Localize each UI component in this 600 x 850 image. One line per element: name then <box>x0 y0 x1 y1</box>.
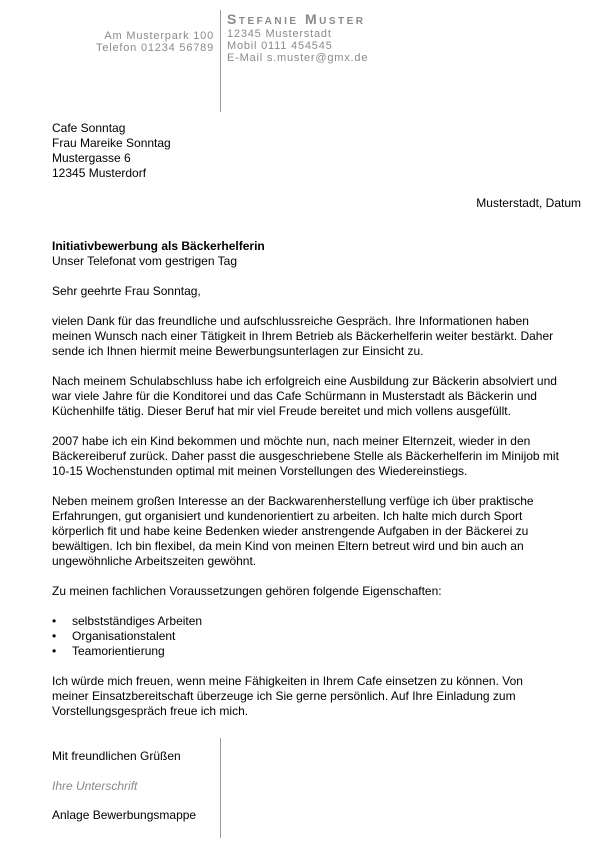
recipient-address <box>52 121 171 181</box>
salutation: Sehr geehrte Frau Sonntag, <box>52 284 201 298</box>
paragraph: Nach meinem Schulabschluss habe ich erfolgreich eine Ausbildung zur Bäckerin absolviert und war viele Jahre für die Konditorei und das Cafe Schürmann in Musterstadt als Bäckerin und Küchenhilfe tätig. Dieser Beruf hat mir viel Freude bereitet und mich vollens ausgefüllt. <box>52 374 557 418</box>
recipient-line: Frau Mareike Sonntag <box>52 136 171 150</box>
sender-name: Stefanie Muster <box>227 11 366 27</box>
attachment-note: Anlage Bewerbungsmappe <box>52 808 197 822</box>
letter-date: Musterstadt, Datum <box>476 196 581 210</box>
paragraph: 2007 habe ich ein Kind bekommen und möchte nun, nach meiner Elternzeit, wieder in den Bäckereiberuf zurück. Daher passt die ausgeschriebene Stelle als Bäckerhelferin im Minijob mit 10-15 Wochenstunden optimal mit meinen Vorstellungen des Wiedereinstiegs. <box>52 434 559 478</box>
footer-divider <box>220 738 221 838</box>
list-item: • Organisationstalent <box>52 629 562 644</box>
sender-street: Am Musterpark 100 <box>104 30 214 42</box>
recipient-line: Cafe Sonntag <box>52 121 126 135</box>
paragraph: vielen Dank für das freundliche und aufschlussreiche Gespräch. Ihre Informationen haben meinen Wunsch nach einer Tätigkeit in Ihrem Betrieb als Bäckerhelferin weiter bestärkt. Daher sende ich Ihnen hiermit meine Bewerbungsunterlagen zur Einsicht zu. <box>52 314 554 358</box>
sender-city: 12345 Musterstadt <box>227 28 332 40</box>
sender-address-right <box>227 12 368 64</box>
regards: Mit freundlichen Grüßen <box>52 749 181 763</box>
header-divider <box>220 10 221 112</box>
letter-subject: Initiativbewerbung als Bäckerhelferin <box>52 239 265 253</box>
letter-body <box>52 239 562 719</box>
sender-email: E-Mail s.muster@gmx.de <box>227 52 369 64</box>
sender-address-left <box>96 30 214 54</box>
paragraph: Zu meinen fachlichen Voraussetzungen gehören folgende Eigenschaften: <box>52 584 442 598</box>
list-item: • selbstständiges Arbeiten <box>52 614 562 629</box>
list-item: • Teamorientierung <box>52 644 562 659</box>
sender-phone: Telefon 01234 56789 <box>96 42 214 54</box>
closing-paragraph: Ich würde mich freuen, wenn meine Fähigkeiten in Ihrem Cafe einsetzen zu können. Von meiner Einsatzbereitschaft überzeuge ich Sie gerne persönlich. Auf Ihre Einladung zum Vorstellungsgespräch freue ich mich. <box>52 674 523 718</box>
recipient-line: 12345 Musterdorf <box>52 166 147 180</box>
recipient-line: Mustergasse 6 <box>52 151 131 165</box>
sender-mobile: Mobil 0111 454545 <box>227 40 333 52</box>
signature: Ihre Unterschrift <box>52 779 138 793</box>
paragraph: Neben meinem großen Interesse an der Backwarenherstellung verfüge ich über praktische Erfahrungen, gut organisiert und kundenorientiert zu arbeiten. Ich halte mich durch Sport körperlich fit und habe keine Bedenken wieder anstrengende Aufgaben in der Bäckerei zu bewältigen. Ich bin flexibel, da mein Kind von meinen Eltern betreut wird und bin auch an ungewöhnliche Arbeitszeiten gewöhnt. <box>52 494 534 568</box>
qualification-list <box>52 614 562 659</box>
letter-reference: Unser Telefonat vom gestrigen Tag <box>52 254 237 268</box>
